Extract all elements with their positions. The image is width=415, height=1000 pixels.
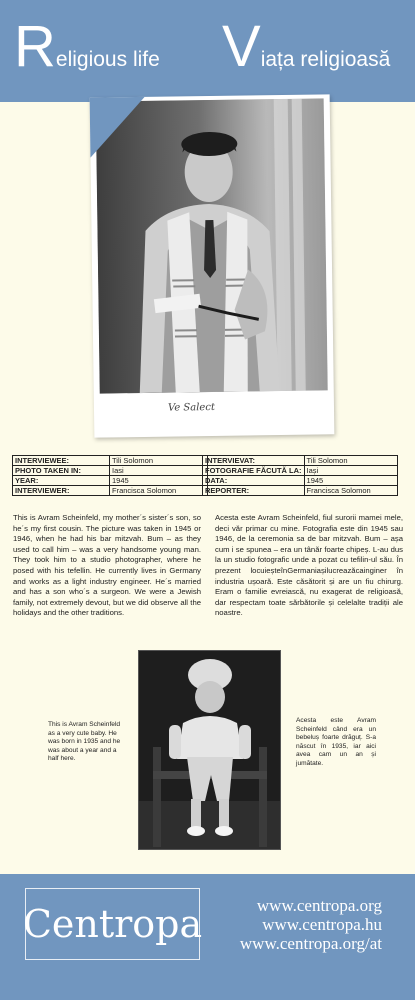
info-table-romanian: [202, 455, 398, 496]
info-row: YEAR: 1945: [13, 476, 208, 486]
info-table-english: [12, 455, 208, 496]
title-english: Religious life: [14, 14, 160, 79]
story-english: This is Avram Scheinfeld, my mother´s sister´s son, so he´s my first cousin. The picture was taken in 1945 or 1946, when he had his bar mitzvah. Bum – as they used to call him – was a very handsome young man. They took him to a studio photographer, where he posed with his tefellin. He currently lives in Germany and works as a light industry engineer. He´s married and has a son who´s a surgeon. We were a Jewish family, not extremely devout, but we did observe all the holidays and the other traditions.: [13, 513, 201, 618]
baby-on-chair-illustration: [139, 651, 281, 850]
info-row: INTERVIEVAT: Tili Solomon: [203, 456, 398, 466]
bar-mitzvah-photo: [90, 94, 335, 437]
baby-caption-english: This is Avram Scheinfeld as a very cute baby. He was born in 1935 and he was about a year and a half here.: [48, 721, 121, 763]
header-band: [0, 0, 415, 102]
info-row: INTERVIEWER: Francisca Solomon: [13, 486, 208, 496]
website-link[interactable]: www.centropa.org: [256, 896, 382, 915]
info-row: REPORTER: Francisca Solomon: [203, 486, 398, 496]
info-row: DATA: 1945: [203, 476, 398, 486]
footer-band: [0, 874, 415, 1000]
baby-photo: [138, 650, 281, 850]
photographer-signature: Ve Salect: [167, 401, 216, 414]
baby-caption-romanian: Acesta este Avram Scheinfeld când era un bebeluș foarte drăguț. S-a născut în 1935, iar aici avea cam un an și jumătate.: [296, 717, 376, 767]
info-row: FOTOGRAFIE FĂCUTĂ LA: Iași: [203, 466, 398, 476]
website-link[interactable]: www.centropa.hu: [262, 915, 382, 934]
website-list: [240, 896, 382, 953]
title-romanian: Viața religioasă: [222, 14, 391, 79]
centropa-logo: Centropa: [25, 888, 200, 960]
info-row: INTERVIEWEE: Tili Solomon: [13, 456, 208, 466]
info-row: PHOTO TAKEN IN: Iasi: [13, 466, 208, 476]
story-romanian: Acesta este Avram Scheinfeld, fiul surorii mamei mele, deci văr primar cu mine. Fotografia este din 1945 sau 1946, de la ceremonia sa de bar mitzvah. Bum – așa cum i se spunea – era un tânăr foarte chipeș. L-au dus la un studio fotografic unde a pozat cu tefilin-ul său. În prezent locuieșteînGermaniașilucreazăcainginer în industria ușoară. Este căsătorit și are un fiu chirurg. Eram o familie evreiască, nu exagerat de religioasă, dar respectam toate sărbătorile și celelalte tradiții ale noastre.: [215, 513, 403, 618]
website-link[interactable]: www.centropa.org/at: [239, 934, 382, 953]
photo-corner-fold: [90, 97, 146, 158]
